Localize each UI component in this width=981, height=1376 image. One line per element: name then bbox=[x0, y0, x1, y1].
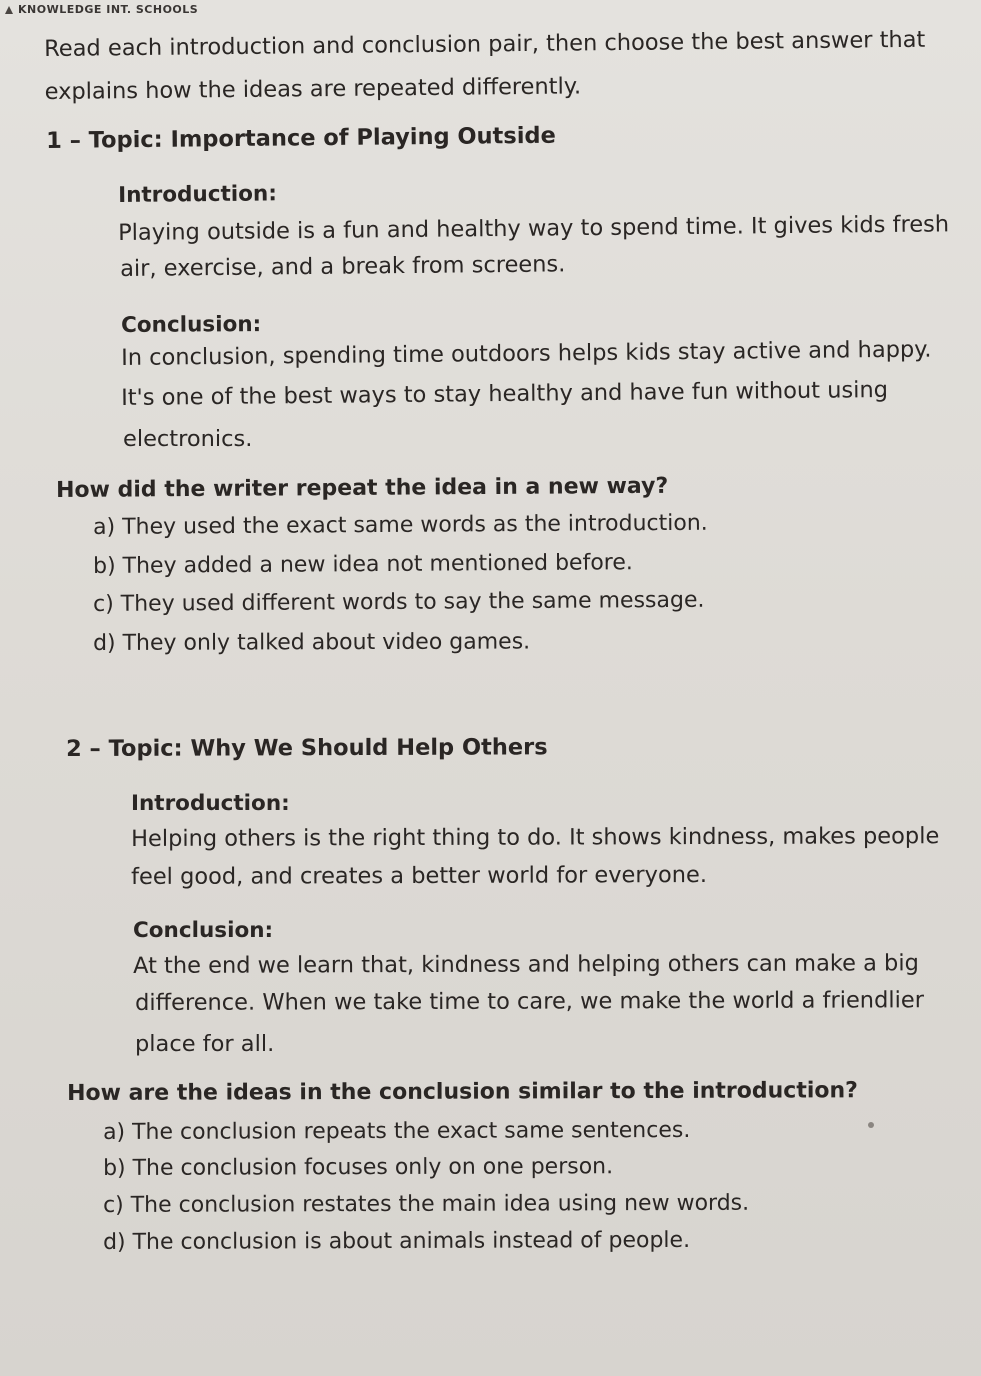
q1-option-a[interactable]: a) They used the exact same words as the introduction. bbox=[93, 510, 708, 540]
q2-topic-title: 2 – Topic: Why We Should Help Others bbox=[66, 734, 548, 762]
q1-question: How did the writer repeat the idea in a new way? bbox=[56, 473, 669, 503]
school-logo-icon bbox=[4, 5, 14, 15]
q2-option-a[interactable]: a) The conclusion repeats the exact same sentences. bbox=[103, 1117, 691, 1145]
school-header bbox=[4, 3, 198, 16]
q2-intro-line: feel good, and creates a better world for everyone. bbox=[131, 861, 708, 890]
q2-option-d[interactable]: d) The conclusion is about animals instead of people. bbox=[103, 1227, 691, 1255]
q2-conclusion-line: difference. When we take time to care, we make the world a friendlier bbox=[135, 987, 924, 1016]
instructions bbox=[44, 19, 925, 114]
q2-option-c[interactable]: c) The conclusion restates the main idea using new words. bbox=[103, 1190, 750, 1218]
q1-intro-line: air, exercise, and a break from screens. bbox=[120, 251, 566, 282]
q2-conclusion-label: Conclusion: bbox=[133, 918, 274, 943]
instructions-line-2: explains how the ideas are repeated differently. bbox=[44, 73, 582, 105]
q1-conclusion-label: Conclusion: bbox=[121, 312, 262, 338]
instructions-line-1: Read each introduction and conclusion pair, then choose the best answer that bbox=[44, 26, 926, 62]
q1-topic-title: 1 – Topic: Importance of Playing Outside bbox=[46, 122, 556, 154]
q1-option-b[interactable]: b) They added a new idea not mentioned before. bbox=[93, 550, 633, 579]
q2-question: How are the ideas in the conclusion similar to the introduction? bbox=[67, 1078, 858, 1106]
q2-intro-line: Helping others is the right thing to do. It shows kindness, makes people bbox=[131, 823, 940, 852]
pencil-mark bbox=[868, 1122, 874, 1128]
q1-conclusion-line: electronics. bbox=[123, 426, 253, 452]
q1-option-d[interactable]: d) They only talked about video games. bbox=[93, 629, 531, 656]
q1-conclusion-line: It's one of the best ways to stay healthy and have fun without using bbox=[121, 376, 889, 411]
q2-intro-label: Introduction: bbox=[131, 791, 290, 816]
q1-intro-line: Playing outside is a fun and healthy way to spend time. It gives kids fresh bbox=[118, 211, 950, 246]
q2-conclusion-line: At the end we learn that, kindness and helping others can make a big bbox=[133, 950, 919, 979]
q2-option-b[interactable]: b) The conclusion focuses only on one person. bbox=[103, 1154, 614, 1181]
q1-intro-label: Introduction: bbox=[118, 181, 277, 208]
q1-option-c[interactable]: c) They used different words to say the same message. bbox=[93, 587, 705, 617]
q1-conclusion-line: In conclusion, spending time outdoors helps kids stay active and happy. bbox=[121, 336, 932, 371]
q2-conclusion-line: place for all. bbox=[135, 1031, 275, 1057]
school-name: KNOWLEDGE INT. SCHOOLS bbox=[18, 3, 199, 16]
